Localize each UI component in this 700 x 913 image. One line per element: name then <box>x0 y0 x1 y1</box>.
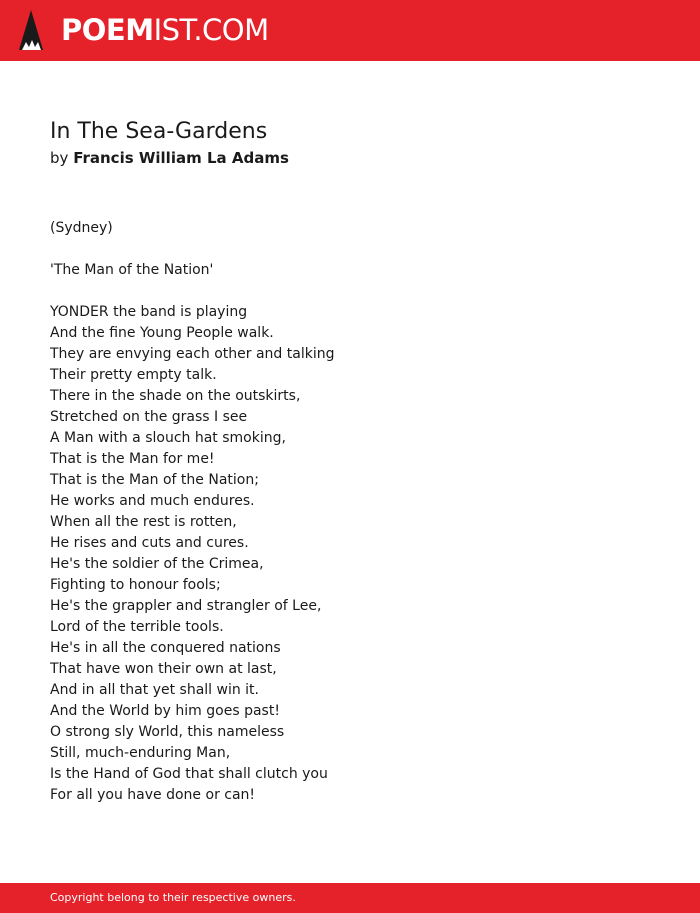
poem-line: Stretched on the grass I see <box>50 409 248 425</box>
poem-line: That is the Man of the Nation; <box>50 472 259 488</box>
poem-line: Their pretty empty talk. <box>50 367 217 383</box>
poem-line: Lord of the terrible tools. <box>50 619 224 635</box>
poem-line: There in the shade on the outskirts, <box>50 388 301 404</box>
poem-line: Is the Hand of God that shall clutch you <box>50 766 328 782</box>
poem-line: Fighting to honour fools; <box>50 577 221 593</box>
poem-line: YONDER the band is playing <box>50 304 248 320</box>
poem-line: (Sydney) <box>50 220 113 236</box>
poem-line: 'The Man of the Nation' <box>50 262 214 278</box>
poem-line: He's the grappler and strangler of Lee, <box>50 598 322 614</box>
poem-line: A Man with a slouch hat smoking, <box>50 430 286 446</box>
stanza-break <box>50 281 334 302</box>
poem-title: In The Sea-Gardens <box>50 119 268 144</box>
poem-byline <box>50 148 289 169</box>
poem-line: Still, much-enduring Man, <box>50 745 231 761</box>
poem-line: And the fine Young People walk. <box>50 325 274 341</box>
poem-line: That is the Man for me! <box>50 451 215 467</box>
stanza-break <box>50 239 334 260</box>
by-label: by <box>50 149 69 167</box>
author-name: Francis William La Adams <box>73 149 289 167</box>
site-header <box>0 0 700 61</box>
pencil-tip-icon <box>18 9 44 51</box>
poem-line: And the World by him goes past! <box>50 703 280 719</box>
site-logo[interactable] <box>61 12 269 48</box>
poem-line: He's the soldier of the Crimea, <box>50 556 264 572</box>
poem-line: He's in all the conquered nations <box>50 640 281 656</box>
poem-line: That have won their own at last, <box>50 661 277 677</box>
poem-body <box>50 218 334 806</box>
logo-light-text: IST.COM <box>153 13 269 47</box>
poem-line: And in all that yet shall win it. <box>50 682 259 698</box>
logo-bold-text: POEM <box>61 13 154 47</box>
poem-line: They are envying each other and talking <box>50 346 335 362</box>
poem-line: He works and much endures. <box>50 493 255 509</box>
poem-line: For all you have done or can! <box>50 787 256 803</box>
poem-line: When all the rest is rotten, <box>50 514 237 530</box>
poem-line: O strong sly World, this nameless <box>50 724 285 740</box>
site-footer <box>0 883 700 913</box>
copyright-text: Copyright belong to their respective owners. <box>50 891 296 904</box>
poem-line: He rises and cuts and cures. <box>50 535 249 551</box>
